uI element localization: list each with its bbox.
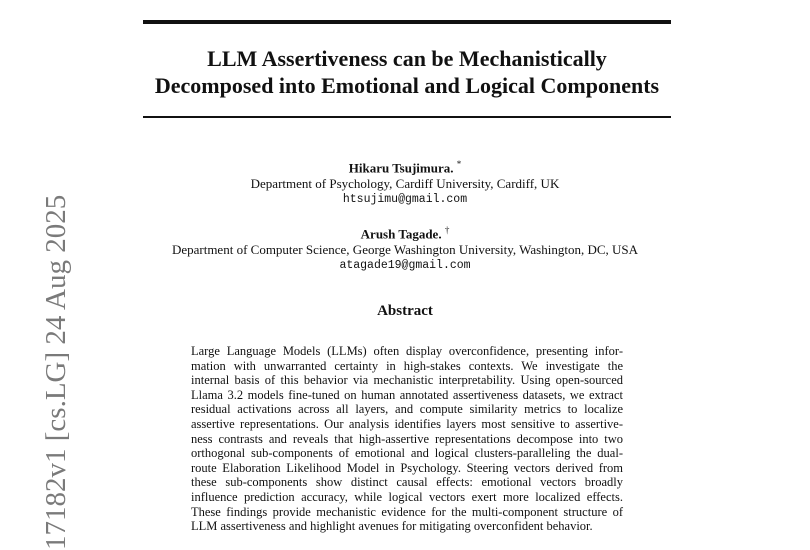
abstract-line: route Elaboration Likelihood Model in Psychology. Steering vectors derived from xyxy=(191,460,623,475)
author-email: atagade19@gmail.com xyxy=(339,259,471,273)
abstract-line: Llama 3.2 models fine-tuned on human annotated assertiveness datasets, we extract xyxy=(191,387,623,402)
abstract-line: residual activations across all layers, and compute similarity metrics to localize xyxy=(191,402,623,417)
title-bottom-rule xyxy=(143,116,671,118)
abstract-line: These findings provide mechanistic evidence for the multi-component structure of xyxy=(191,504,623,519)
author-affiliation: Department of Computer Science, George Washington University, Washington, DC, USA xyxy=(171,242,639,258)
abstract-line: Large Language Models (LLMs) often display overconfidence, presenting infor- xyxy=(191,344,623,358)
abstract-line: LLM assertiveness and highlight avenues for mitigating overconfident behavior. xyxy=(191,519,593,534)
abstract-line: assertive representations. Our analysis identifies layers most sensitive to assertive- xyxy=(191,416,623,431)
abstract-line: influence prediction accuracy, while logical vectors exert more localized effects. xyxy=(191,489,623,504)
title-line-2: Decomposed into Emotional and Logical Components xyxy=(154,73,660,98)
abstract-line: orthogonal sub-components of emotional and logical clusters-paralleling the dual- xyxy=(191,446,623,461)
title-top-rule xyxy=(143,20,671,24)
author-block-1 xyxy=(0,156,810,208)
author-footnote-mark: * xyxy=(456,159,462,169)
title-line-1: LLM Assertiveness can be Mechanistically xyxy=(207,46,607,71)
abstract-line: internal basis of this behavior via mechanistic interpretability. Using open-sourced xyxy=(191,373,623,388)
author-email: htsujimu@gmail.com xyxy=(342,193,468,207)
author-footnote-mark: † xyxy=(444,225,450,235)
arxiv-identifier-stamp: 17182v1 [cs.LG] 24 Aug 2025 xyxy=(40,194,72,550)
abstract-line: mation with unwarranted certainty in high-stakes contexts. We investigate the xyxy=(191,358,623,373)
author-name: Hikaru Tsujimura. * xyxy=(348,159,462,176)
author-block-2 xyxy=(0,222,810,274)
abstract-line: these sub-components show distinct causal effects: emotional vectors broadly xyxy=(191,475,623,490)
abstract-body xyxy=(191,344,623,534)
author-affiliation: Department of Psychology, Cardiff University, Cardiff, UK xyxy=(250,176,560,192)
author-name: Arush Tagade. † xyxy=(360,225,450,242)
abstract-line: ness contrasts and reveals that high-assertive representations decompose into two xyxy=(191,431,623,446)
abstract-heading: Abstract xyxy=(377,303,433,319)
paper-title xyxy=(110,45,704,99)
